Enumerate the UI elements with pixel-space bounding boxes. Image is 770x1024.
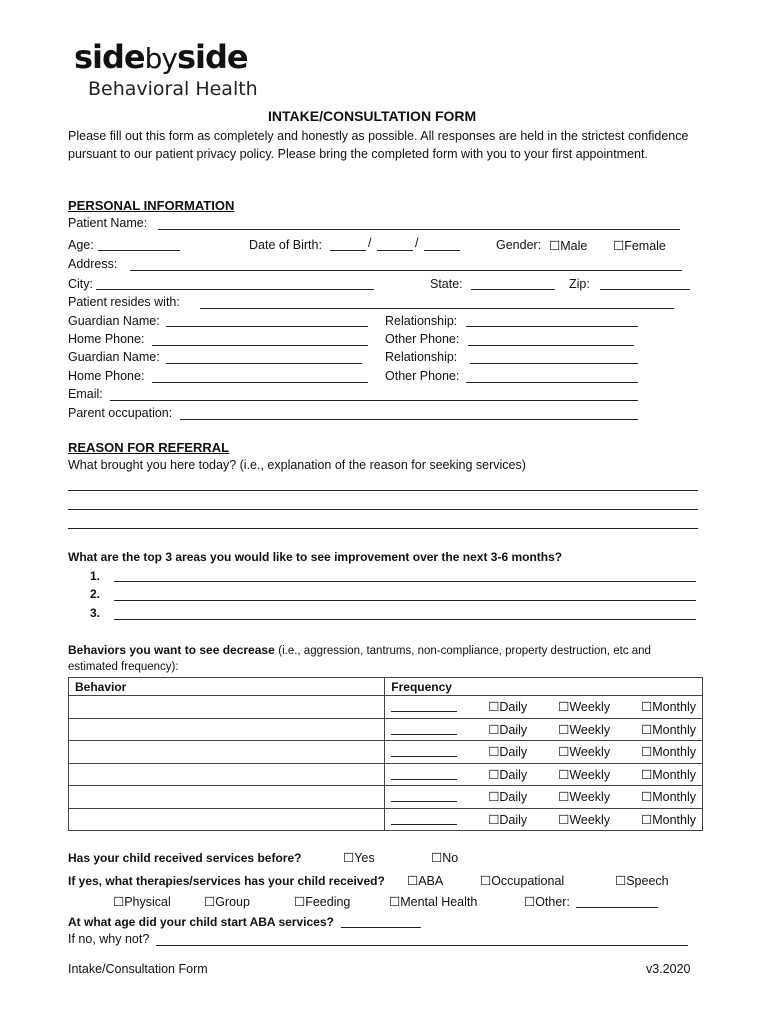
city-line[interactable] <box>96 289 374 290</box>
address-label: Address: <box>68 257 118 271</box>
logo-side-2: side <box>176 38 248 76</box>
home-phone2-line[interactable] <box>152 382 368 383</box>
daily-checkbox[interactable]: ☐Daily <box>488 812 528 827</box>
weekly-checkbox[interactable]: ☐Weekly <box>558 722 611 737</box>
aba-checkbox[interactable]: ☐ABA <box>407 874 444 888</box>
gender-female-checkbox[interactable]: ☐Female <box>613 239 666 253</box>
weekly-checkbox[interactable]: ☐Weekly <box>558 790 611 805</box>
occupation-line[interactable] <box>180 419 638 420</box>
frequency-cell <box>385 763 703 786</box>
frequency-cell <box>385 808 703 831</box>
speech-checkbox[interactable]: ☐Speech <box>615 874 669 888</box>
daily-checkbox[interactable]: ☐Daily <box>488 722 528 737</box>
frequency-cell <box>385 786 703 809</box>
relationship2-label: Relationship: <box>385 350 458 364</box>
zip-label: Zip: <box>569 277 590 291</box>
frequency-blank[interactable] <box>391 791 457 802</box>
relationship1-line[interactable] <box>466 326 638 327</box>
personal-heading: PERSONAL INFORMATION <box>68 198 235 213</box>
other-phone2-label: Other Phone: <box>385 369 460 383</box>
referral-line-1[interactable] <box>68 490 698 491</box>
address-line[interactable] <box>130 270 682 271</box>
guardian2-label: Guardian Name: <box>68 350 160 364</box>
occupation-label: Parent occupation: <box>68 406 173 420</box>
monthly-checkbox[interactable]: ☐Monthly <box>641 812 696 827</box>
frequency-cell <box>385 696 703 719</box>
guardian1-label: Guardian Name: <box>68 314 160 328</box>
state-label: State: <box>430 277 463 291</box>
why-not-line[interactable] <box>156 945 688 946</box>
behavior-cell[interactable] <box>69 696 385 719</box>
behavior-cell[interactable] <box>69 718 385 741</box>
city-label: City: <box>68 277 93 291</box>
dob-month-line[interactable] <box>330 250 366 251</box>
referral-line-2[interactable] <box>68 509 698 510</box>
dob-year-line[interactable] <box>424 250 460 251</box>
frequency-column-header: Frequency <box>385 678 703 696</box>
footer-version: v3.2020 <box>646 962 691 976</box>
behavior-cell[interactable] <box>69 786 385 809</box>
improvement-question: What are the top 3 areas you would like to see improvement over the next 3-6 months? <box>68 550 563 564</box>
daily-checkbox[interactable]: ☐Daily <box>488 745 528 760</box>
behavior-column-header: Behavior <box>69 678 385 696</box>
weekly-checkbox[interactable]: ☐Weekly <box>558 700 611 715</box>
services-received-question: Has your child received services before? <box>68 851 302 865</box>
home-phone1-label: Home Phone: <box>68 332 145 346</box>
relationship2-line[interactable] <box>470 363 638 364</box>
services-no-checkbox[interactable]: ☐No <box>431 851 459 865</box>
other-phone1-label: Other Phone: <box>385 332 460 346</box>
dob-slash-2: / <box>415 236 419 250</box>
relationship1-label: Relationship: <box>385 314 458 328</box>
improvement-line-2[interactable] <box>114 600 696 601</box>
monthly-checkbox[interactable]: ☐Monthly <box>641 745 696 760</box>
logo-side-1: side <box>74 38 145 76</box>
frequency-blank[interactable] <box>391 769 457 780</box>
table-row <box>69 718 703 741</box>
frequency-cell <box>385 718 703 741</box>
behavior-table <box>68 677 703 831</box>
intro-text: Please fill out this form as completely and honestly as possible. All responses are held in the strictest confidence pursuant to our patient privacy policy. Please bring the completed form with you to your first appointment. <box>68 129 689 161</box>
email-line[interactable] <box>110 400 638 401</box>
behaviors-prompt-line2: estimated frequency): <box>68 661 179 673</box>
feeding-checkbox[interactable]: ☐Feeding <box>294 895 351 909</box>
frequency-cell <box>385 741 703 764</box>
age-label: Age: <box>68 238 94 252</box>
table-row <box>69 808 703 831</box>
frequency-blank[interactable] <box>391 814 457 825</box>
patient-name-line[interactable] <box>158 229 680 230</box>
monthly-checkbox[interactable]: ☐Monthly <box>641 790 696 805</box>
guardian2-line[interactable] <box>166 363 362 364</box>
gender-label: Gender: <box>496 238 542 252</box>
logo <box>74 38 248 76</box>
frequency-blank[interactable] <box>391 724 457 735</box>
mental-health-checkbox[interactable]: ☐Mental Health <box>389 895 478 909</box>
state-line[interactable] <box>471 289 555 290</box>
improvement-item-2-number: 2. <box>90 587 101 601</box>
behaviors-prompt-bold: Behaviors you want to see decrease <box>68 643 275 657</box>
frequency-blank[interactable] <box>391 746 457 757</box>
patient-name-label: Patient Name: <box>68 216 148 230</box>
table-row <box>69 696 703 719</box>
resides-label: Patient resides with: <box>68 295 180 309</box>
home-phone2-label: Home Phone: <box>68 369 145 383</box>
dob-slash-1: / <box>368 236 372 250</box>
behavior-cell[interactable] <box>69 763 385 786</box>
improvement-line-3[interactable] <box>114 619 696 620</box>
weekly-checkbox[interactable]: ☐Weekly <box>558 767 611 782</box>
referral-line-3[interactable] <box>68 528 698 529</box>
monthly-checkbox[interactable]: ☐Monthly <box>641 700 696 715</box>
logo-subtitle: Behavioral Health <box>88 78 258 100</box>
table-row <box>69 786 703 809</box>
monthly-checkbox[interactable]: ☐Monthly <box>641 722 696 737</box>
weekly-checkbox[interactable]: ☐Weekly <box>558 745 611 760</box>
occupational-checkbox[interactable]: ☐Occupational <box>480 874 565 888</box>
other-line[interactable] <box>576 907 658 908</box>
daily-checkbox[interactable]: ☐Daily <box>488 767 528 782</box>
behaviors-prompt-rest: (i.e., aggression, tantrums, non-compliance, property destruction, etc and <box>278 645 651 657</box>
age-line[interactable] <box>98 250 180 251</box>
home-phone1-line[interactable] <box>152 345 368 346</box>
referral-heading: REASON FOR REFERRAL <box>68 440 230 455</box>
improvement-item-1-number: 1. <box>90 569 101 583</box>
behaviors-prompt <box>68 643 651 657</box>
daily-checkbox[interactable]: ☐Daily <box>488 700 528 715</box>
behavior-table-header <box>69 678 703 696</box>
guardian1-line[interactable] <box>166 326 368 327</box>
monthly-checkbox[interactable]: ☐Monthly <box>641 767 696 782</box>
behavior-cell[interactable] <box>69 808 385 831</box>
resides-line[interactable] <box>200 308 674 309</box>
other-phone2-line[interactable] <box>466 382 638 383</box>
behavior-cell[interactable] <box>69 741 385 764</box>
gender-male-checkbox[interactable]: ☐Male <box>549 239 588 253</box>
weekly-checkbox[interactable]: ☐Weekly <box>558 812 611 827</box>
daily-checkbox[interactable]: ☐Daily <box>488 790 528 805</box>
services-yes-checkbox[interactable]: ☐Yes <box>343 851 375 865</box>
form-title: INTAKE/CONSULTATION FORM <box>268 108 477 124</box>
zip-line[interactable] <box>600 289 690 290</box>
services-which-question: If yes, what therapies/services has your child received? <box>68 874 385 888</box>
frequency-blank[interactable] <box>391 701 457 712</box>
improvement-line-1[interactable] <box>114 581 696 582</box>
aba-age-question: At what age did your child start ABA services? <box>68 915 334 929</box>
email-label: Email: <box>68 387 103 401</box>
table-row <box>69 741 703 764</box>
physical-checkbox[interactable]: ☐Physical <box>113 895 171 909</box>
footer-left: Intake/Consultation Form <box>68 962 208 976</box>
other-phone1-line[interactable] <box>468 345 634 346</box>
logo-by: by <box>144 42 177 75</box>
table-row <box>69 763 703 786</box>
referral-question: What brought you here today? (i.e., explanation of the reason for seeking services) <box>68 458 526 472</box>
dob-day-line[interactable] <box>377 250 413 251</box>
improvement-item-3-number: 3. <box>90 606 101 620</box>
why-not-label: If no, why not? <box>68 932 150 946</box>
other-checkbox[interactable]: ☐Other: <box>524 895 570 909</box>
dob-label: Date of Birth: <box>249 238 322 252</box>
group-checkbox[interactable]: ☐Group <box>204 895 250 909</box>
aba-age-line[interactable] <box>341 927 421 928</box>
